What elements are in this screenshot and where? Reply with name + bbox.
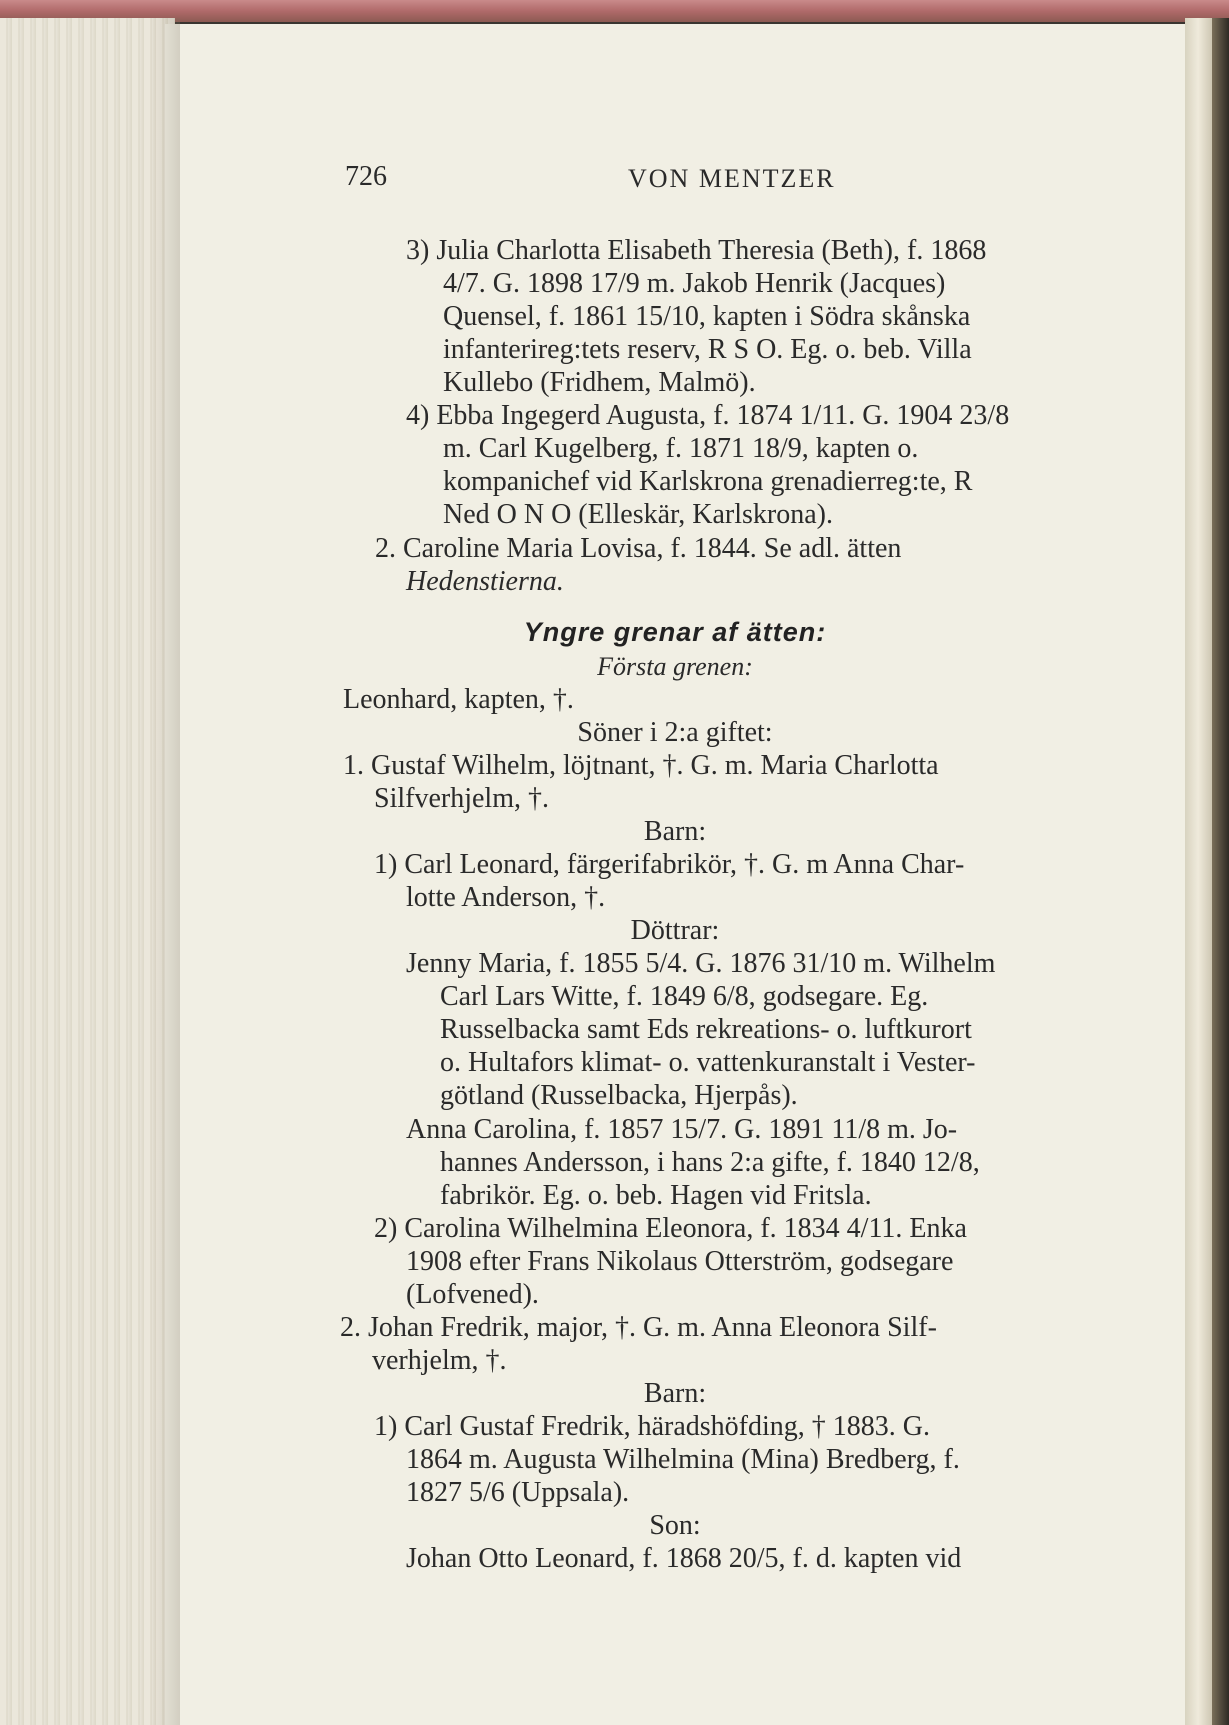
entry-line: 1864 m. Augusta Wilhelmina (Mina) Bredberg, f. <box>406 1444 960 1475</box>
entry-line: Russelbacka samt Eds rekreations- o. luftkurort <box>440 1014 972 1045</box>
entry-line: Ned O N O (Elleskär, Karlskrona). <box>443 499 833 530</box>
entry-line: o. Hultafors klimat- o. vattenkuranstalt i Vester- <box>440 1047 976 1078</box>
entry-line: 2) Carolina Wilhelmina Eleonora, f. 1834 4/11. Enka <box>374 1213 967 1244</box>
group-heading: Son: <box>649 1510 701 1541</box>
entry-line: 4) Ebba Ingegerd Augusta, f. 1874 1/11. G. 1904 23/8 <box>406 400 1010 431</box>
entry-line: götland (Russelbacka, Hjerpås). <box>440 1080 798 1111</box>
page-number: 726 <box>345 161 387 192</box>
entry-line: verhjelm, †. <box>372 1345 507 1376</box>
running-title: VON MENTZER <box>628 164 836 193</box>
group-heading: Döttrar: <box>630 915 720 946</box>
gutter-shadow <box>150 18 180 1725</box>
entry-line: Jenny Maria, f. 1855 5/4. G. 1876 31/10 m. Wilhelm <box>406 948 996 979</box>
entry-line: Silfverhjelm, †. <box>374 783 549 814</box>
entry-line: 1827 5/6 (Uppsala). <box>406 1477 630 1508</box>
entry-line: Kullebo (Fridhem, Malmö). <box>443 367 756 398</box>
entry-line: 2. Johan Fredrik, major, †. G. m. Anna Eleonora Silf- <box>340 1312 937 1343</box>
entry-line: 1) Carl Leonard, färgerifabrikör, †. G. m Anna Char- <box>374 849 965 880</box>
entry-line: 1. Gustaf Wilhelm, löjtnant, †. G. m. Maria Charlotta <box>343 750 939 781</box>
right-cover-edge <box>1212 18 1229 1725</box>
entry-line: Quensel, f. 1861 15/10, kapten i Södra skånska <box>443 301 971 332</box>
entry-line: (Lofvened). <box>406 1279 539 1310</box>
entry-line: 1908 efter Frans Nikolaus Otterström, godsegare <box>406 1246 954 1277</box>
entry-line: 3) Julia Charlotta Elisabeth Theresia (Beth), f. 1868 <box>406 235 987 266</box>
entry-line: infanterireg:tets reserv, R S O. Eg. o. beb. Villa <box>443 334 972 365</box>
subsection-heading: Första grenen: <box>597 652 753 681</box>
left-page-stack <box>0 18 175 1725</box>
entry-line: hannes Andersson, i hans 2:a gifte, f. 1840 12/8, <box>440 1147 980 1178</box>
entry-line: Leonhard, kapten, †. <box>343 684 574 715</box>
entry-line: Hedenstierna. <box>406 566 564 597</box>
entry-line: Anna Carolina, f. 1857 15/7. G. 1891 11/8 m. Jo- <box>406 1114 958 1145</box>
entry-line: kompanichef vid Karlskrona grenadierreg:te, R <box>443 466 973 497</box>
entry-line: Carl Lars Witte, f. 1849 6/8, godsegare. Eg. <box>440 981 929 1012</box>
entry-line: lotte Anderson, †. <box>406 882 606 913</box>
book-cover-edge <box>0 0 1229 22</box>
section-heading: Yngre grenar af ätten: <box>523 617 827 647</box>
group-heading: Barn: <box>643 816 707 847</box>
group-heading: Söner i 2:a giftet: <box>577 717 773 748</box>
entry-line: fabrikör. Eg. o. beb. Hagen vid Fritsla. <box>440 1180 872 1211</box>
entry-line: 1) Carl Gustaf Fredrik, häradshöfding, † 1883. G. <box>374 1411 931 1442</box>
entry-line: Johan Otto Leonard, f. 1868 20/5, f. d. kapten vid <box>406 1543 962 1574</box>
entry-line: 4/7. G. 1898 17/9 m. Jakob Henrik (Jacques) <box>443 268 946 299</box>
group-heading: Barn: <box>643 1378 707 1409</box>
entry-line: 2. Caroline Maria Lovisa, f. 1844. Se adl. ätten <box>375 533 902 564</box>
entry-line: m. Carl Kugelberg, f. 1871 18/9, kapten o. <box>443 433 919 464</box>
